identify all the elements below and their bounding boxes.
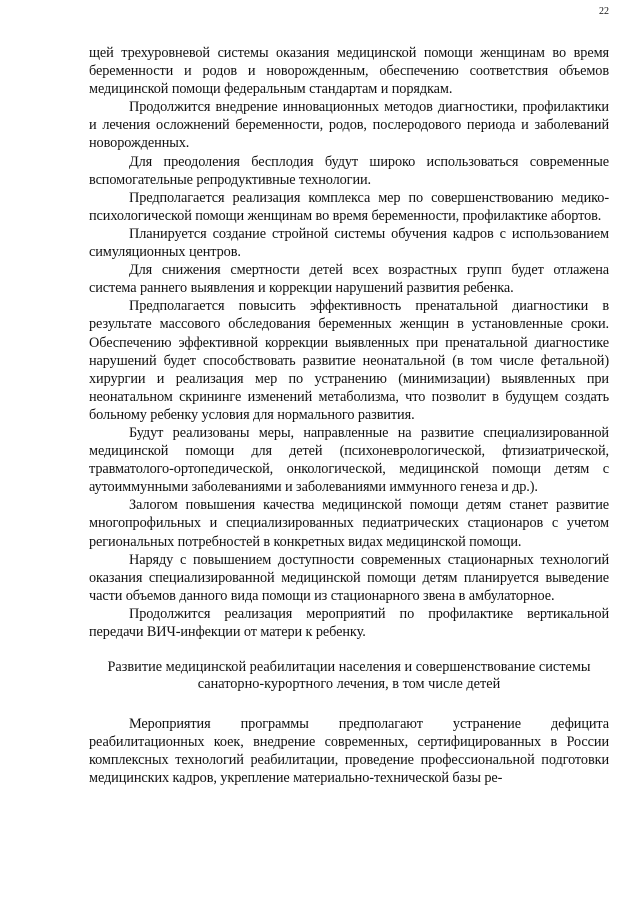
paragraph: Для снижения смертности детей всех возрастных групп будет отлажена система раннего выявления и коррекции нарушений развития ребенка. [89,262,609,297]
paragraph: Мероприятия программы предполагают устранение дефицита реабилитационных коек, внедрение современных, сертифицированных в России комплексных технологий реабилитации, проведение профессиональной подготовки медицинских кадров, укрепление материально-технической базы ре- [89,716,609,787]
paragraph: Продолжится реализация мероприятий по профилактике вертикальной передачи ВИЧ-инфекции от матери к ребенку. [89,605,609,640]
paragraph: Залогом повышения качества медицинской помощи детям станет развитие многопрофильных и специализированных педиатрических стационаров с учетом региональных потребностей в конкретных видах медицинской помощи. [89,497,609,550]
page-number: 22 [599,6,609,17]
paragraph: Предполагается повысить эффективность пренатальной диагностики в результате массового обследования беременных женщин в установленные сроки. Обеспечению эффективной коррекции выявленных при пренатальной диагностике нарушений будет способствовать развитие неонатальной (в том числе фетальной) хирургии и реализация мер по устранению (минимизации) выявленных при неонатальном скрининге изменений метаболизма, что позволит в будущем создать больному ребенку условия для нормального развития. [89,298,609,423]
paragraph: Планируется создание стройной системы обучения кадров с использованием симуляционных центров. [89,225,609,261]
paragraph: Наряду с повышением доступности современных стационарных технологий оказания специализированной медицинской помощи детям планируется выведение части объемов данного вида помощи из стационарного звена в амбулаторное. [89,551,609,604]
paragraph: Продолжится внедрение инновационных методов диагностики, профилактики и лечения осложнений беременности, родов, послеродового периода и заболеваний новорожденных. [89,99,609,152]
document-body [89,44,609,787]
section-heading: Развитие медицинской реабилитации населения и совершенствование системы санаторно-курортного лечения, в том числе детей [107,659,591,692]
paragraph: Будут реализованы меры, направленные на развитие специализированной медицинской помощи для детей (психоневрологической, фтизиатрической, травматолого-ортопедической, онкологической, медицинской помощи детям с аутоиммунными заболеваниями и заболеваниями иммунного генеза и др.). [89,424,609,496]
paragraph: Предполагается реализация комплекса мер по совершенствованию медико-психологической помощи женщинам во время беременности, профилактике абортов. [89,189,609,224]
paragraph: Для преодоления бесплодия будут широко использоваться современные вспомогательные репродуктивные технологии. [89,153,609,188]
paragraph: щей трехуровневой системы оказания медицинской помощи женщинам во время беременности и родов и новорожденным, обеспечению соответствия объемов медицинской помощи федеральным стандартам и порядкам. [89,45,609,98]
